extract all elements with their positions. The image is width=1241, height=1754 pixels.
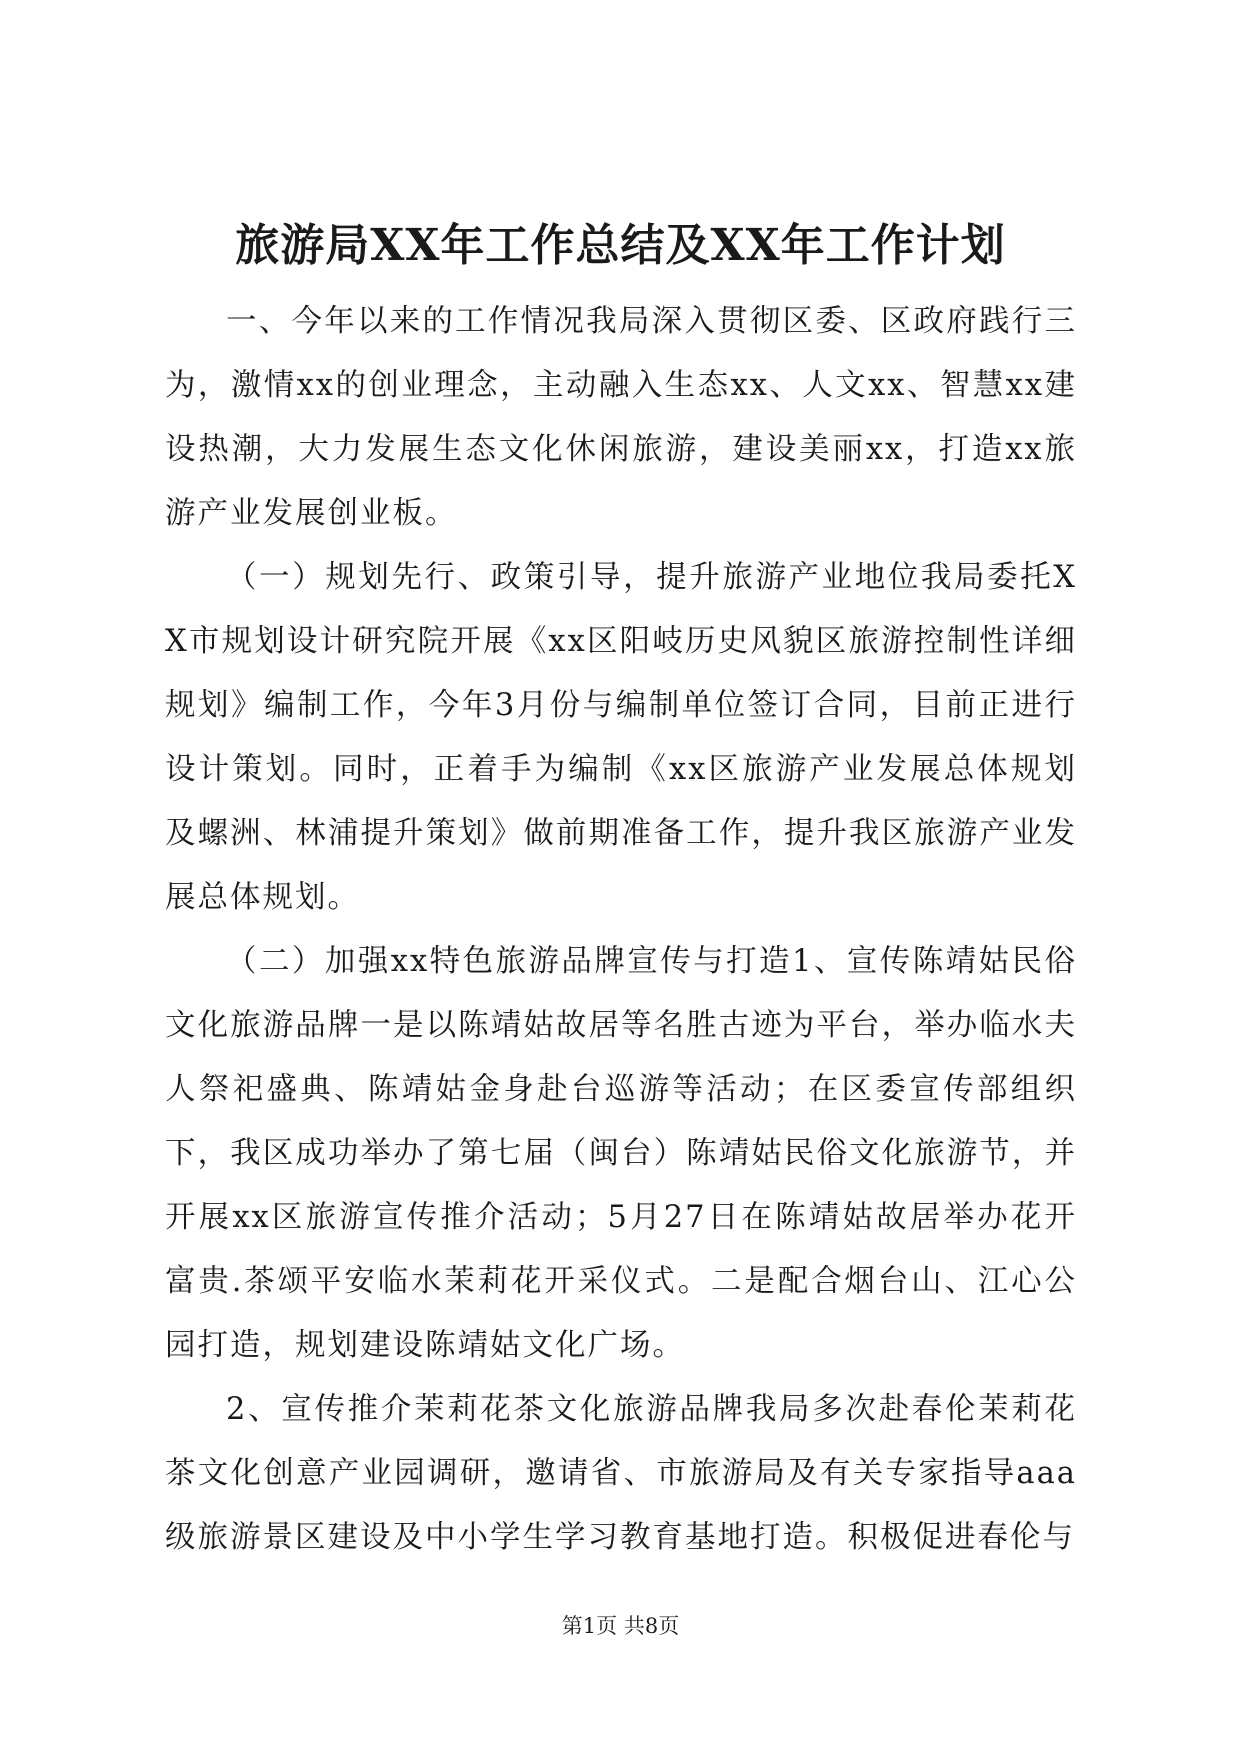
paragraph-1: 一、今年以来的工作情况我局深入贯彻区委、区政府践行三为，激情xx的创业理念，主动融入生态xx、人文xx、智慧xx建设热潮，大力发展生态文化休闲旅游，建设美丽xx，打造xx旅游产业发展创业板。 <box>165 304 1077 531</box>
page-footer: 第1页 共8页 <box>561 1614 680 1638</box>
paragraph-3: （二）加强xx特色旅游品牌宣传与打造1、宣传陈靖姑民俗文化旅游品牌一是以陈靖姑故居等名胜古迹为平台，举办临水夫人祭祀盛典、陈靖姑金身赴台巡游等活动；在区委宣传部组织下，我区成功举办了第七届（闽台）陈靖姑民俗文化旅游节，并开展xx区旅游宣传推介活动；5月27日在陈靖姑故居举办花开富贵.茶颂平安临水茉莉花开采仪式。二是配合烟台山、江心公园打造，规划建设陈靖姑文化广场。 <box>165 944 1077 1363</box>
document-title: 旅游局XX年工作总结及XX年工作计划 <box>235 220 1006 271</box>
document-body <box>165 290 1077 1570</box>
paragraph-2: （一）规划先行、政策引导，提升旅游产业地位我局委托XX市规划设计研究院开展《xx区阳岐历史风貌区旅游控制性详细规划》编制工作，今年3月份与编制单位签订合同，目前正进行设计策划。同时，正着手为编制《xx区旅游产业发展总体规划及螺洲、林浦提升策划》做前期准备工作，提升我区旅游产业发展总体规划。 <box>165 560 1077 915</box>
paragraph-4: 2、宣传推介茉莉花茶文化旅游品牌我局多次赴春伦茉莉花茶文化创意产业园调研，邀请省、市旅游局及有关专家指导aaa级旅游景区建设及中小学生学习教育基地打造。积极促进春伦与 <box>165 1392 1077 1555</box>
